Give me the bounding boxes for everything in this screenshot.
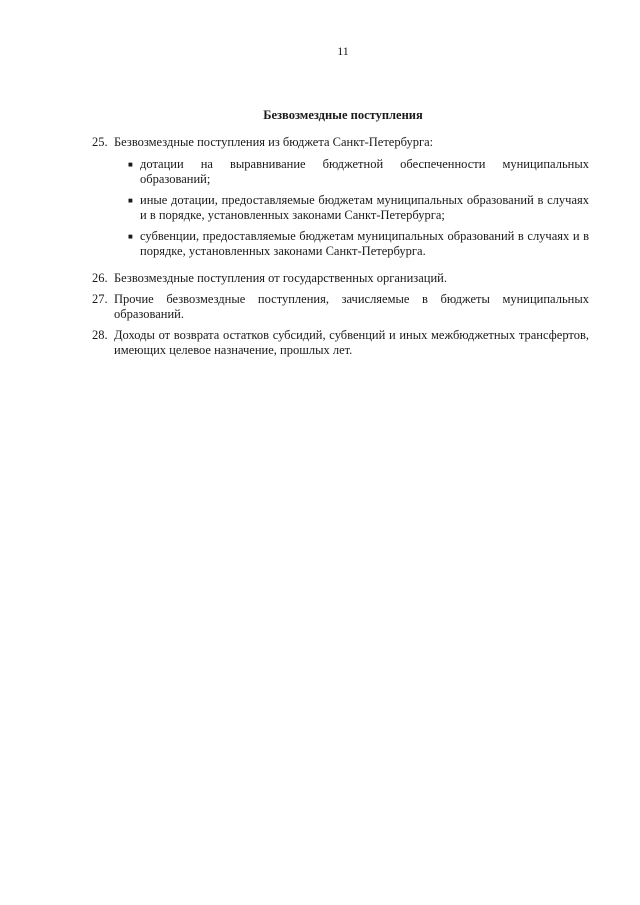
- list-item-28: [92, 328, 589, 358]
- sublist-item-text: субвенции, предоставляемые бюджетам муниципальных образований в случаях и в порядке, установленных законами Санкт-Петербурга.: [140, 229, 589, 258]
- item-text: Прочие безвозмездные поступления, зачисляемые в бюджеты муниципальных образований.: [114, 292, 589, 321]
- section-title: Безвозмездные поступления: [263, 108, 423, 122]
- item-text: Безвозмездные поступления от государственных организаций.: [114, 271, 447, 285]
- sublist-item: [128, 229, 589, 259]
- list-item-27: [92, 292, 589, 322]
- items-list: [92, 135, 589, 364]
- sublist-item-text: дотации на выравнивание бюджетной обеспеченности муниципальных образований;: [140, 157, 589, 186]
- item-number: 25.: [92, 135, 108, 149]
- square-bullet-icon: ■: [128, 232, 133, 241]
- sublist-item: [128, 157, 589, 187]
- square-bullet-icon: ■: [128, 160, 133, 169]
- item-body: [114, 292, 589, 322]
- sublist: [114, 157, 589, 259]
- square-bullet-icon: ■: [128, 196, 133, 205]
- item-body: [114, 271, 589, 286]
- page-number: 11: [337, 44, 349, 58]
- item-text: Безвозмездные поступления из бюджета Санкт-Петербурга:: [114, 135, 434, 149]
- list-item-25: [92, 135, 589, 265]
- item-body: [114, 135, 589, 265]
- list-item-26: [92, 271, 589, 286]
- item-number: 26.: [92, 271, 108, 285]
- item-text: Доходы от возврата остатков субсидий, субвенций и иных межбюджетных трансфертов, имеющих целевое назначение, прошлых лет.: [114, 328, 589, 357]
- item-number: 27.: [92, 292, 108, 306]
- sublist-item: [128, 193, 589, 223]
- sublist-item-text: иные дотации, предоставляемые бюджетам муниципальных образований в случаях и в порядке, установленных законами Санкт-Петербурга;: [140, 193, 589, 222]
- item-body: [114, 328, 589, 358]
- item-number: 28.: [92, 328, 108, 342]
